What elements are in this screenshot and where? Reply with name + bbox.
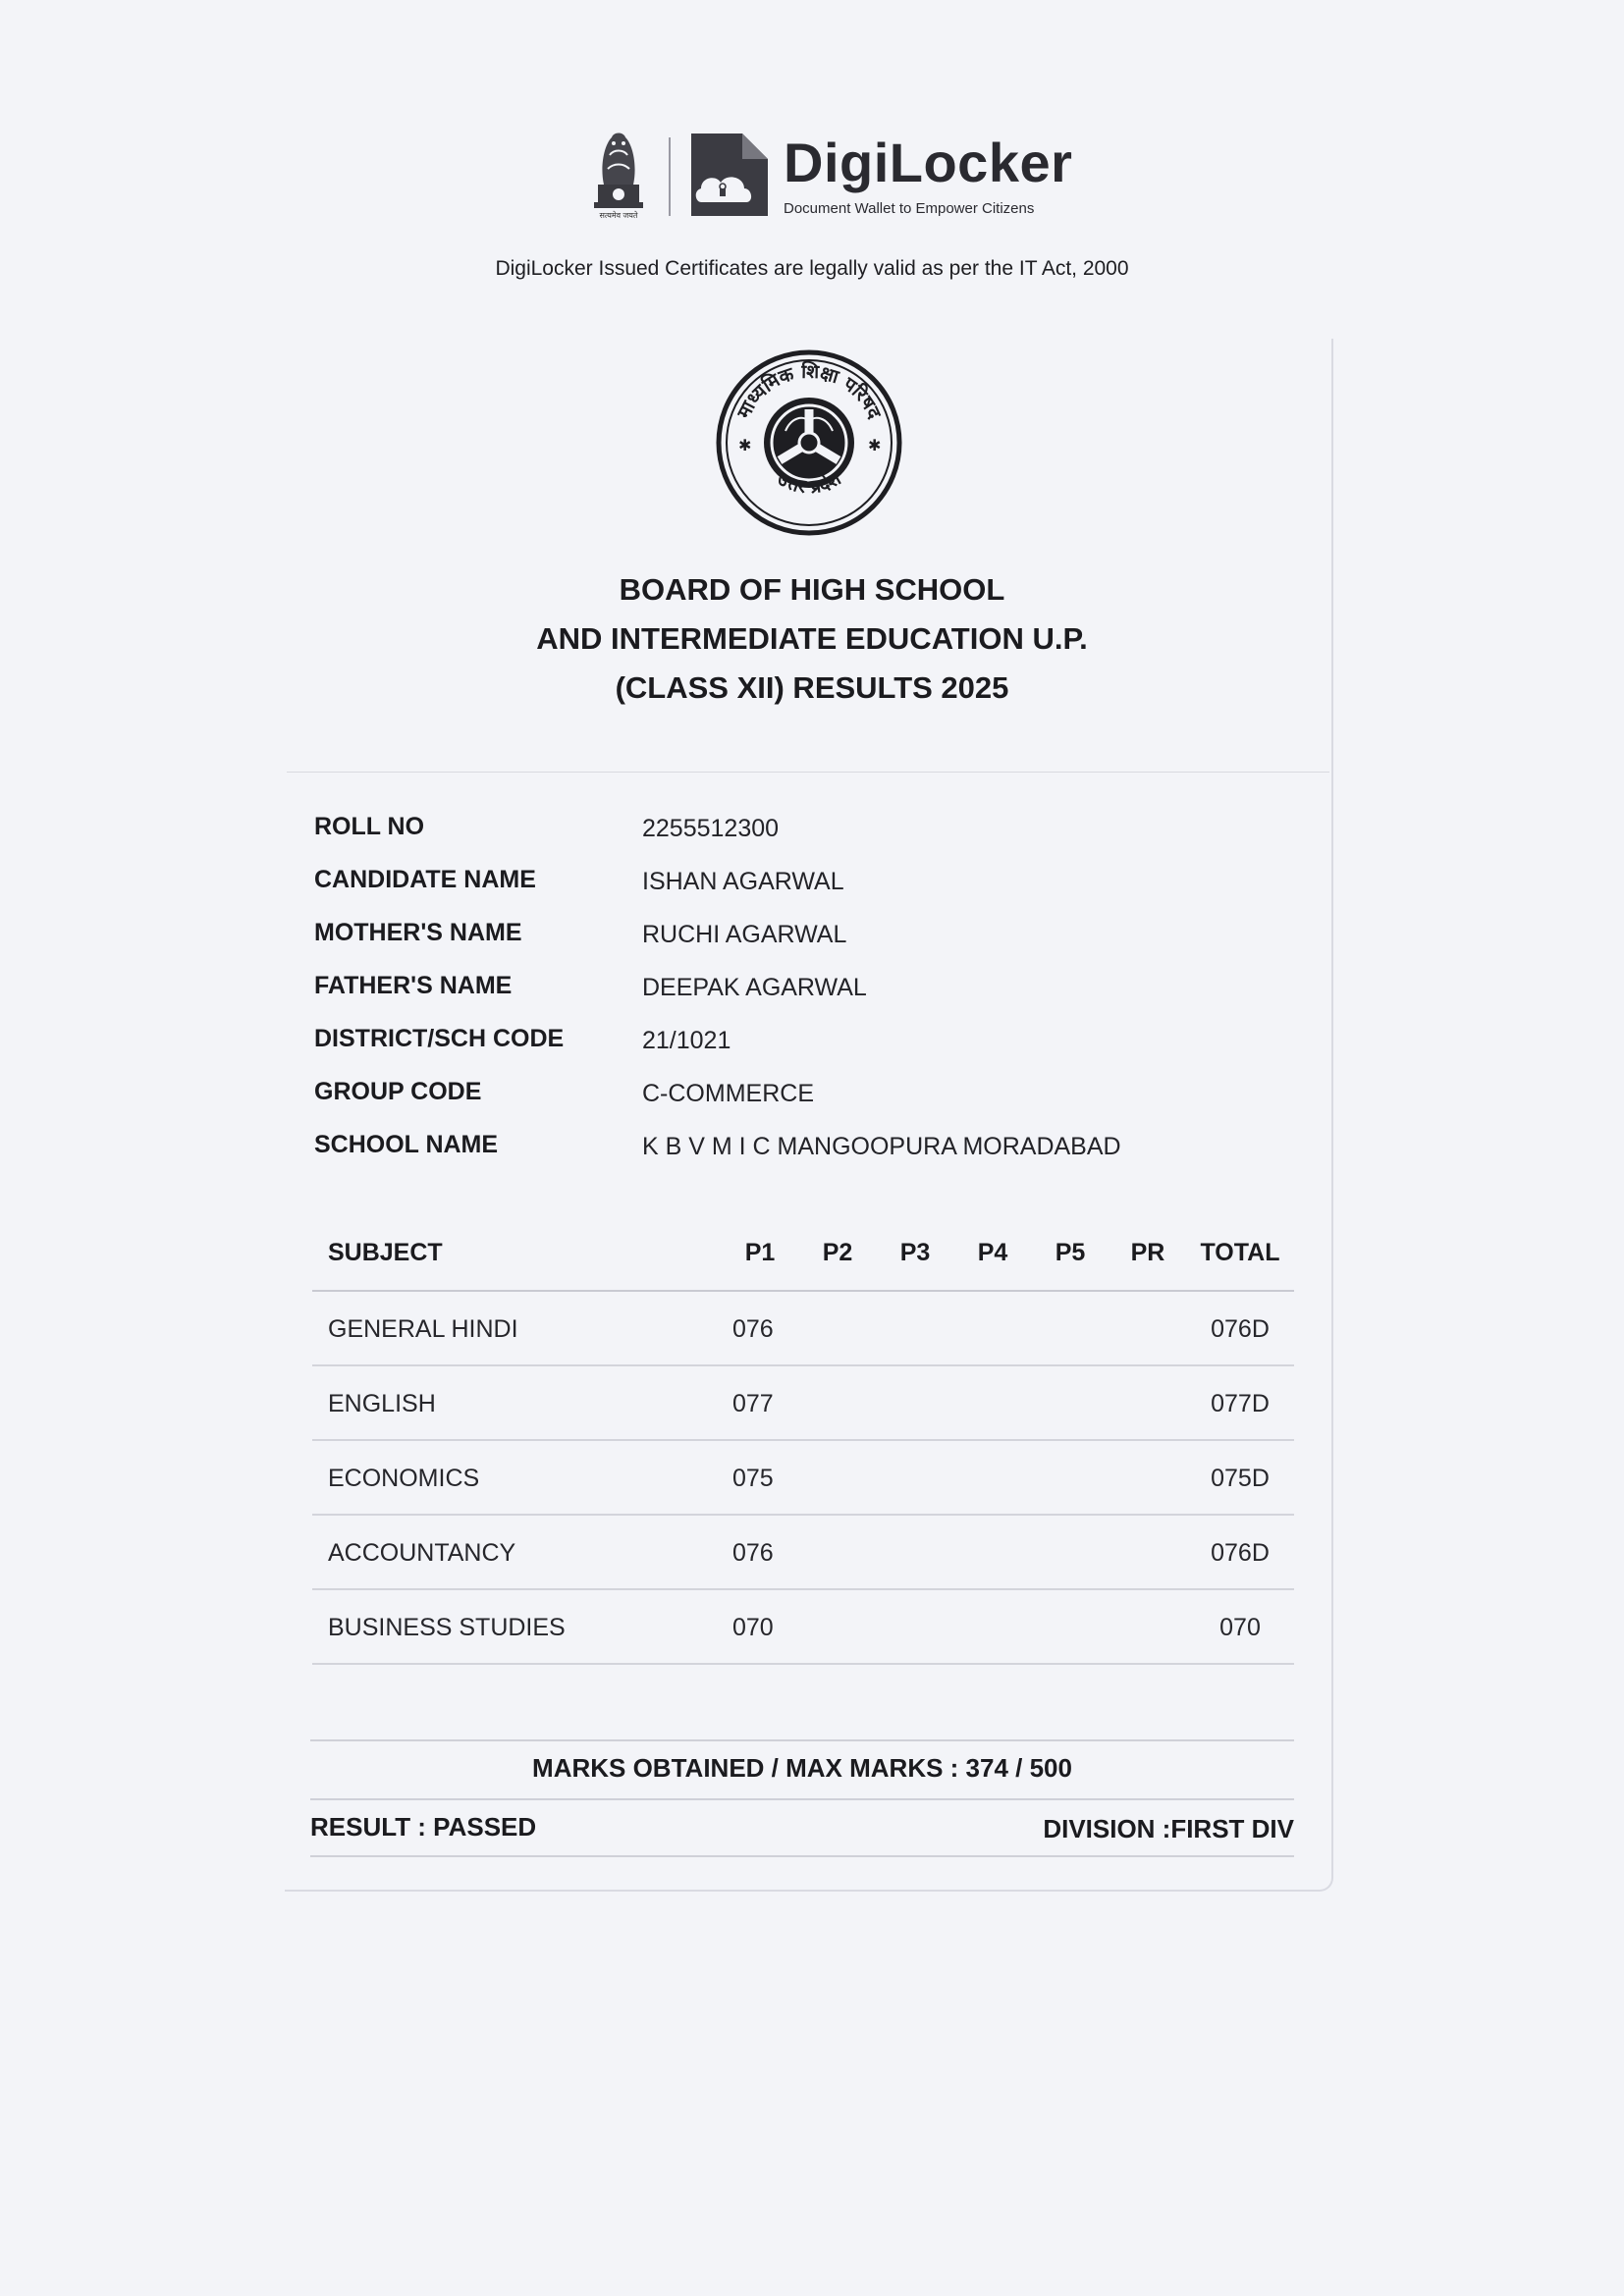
header-pr: PR bbox=[1130, 1239, 1165, 1266]
detail-value: ISHAN AGARWAL bbox=[642, 868, 844, 895]
detail-value: DEEPAK AGARWAL bbox=[642, 974, 867, 1001]
subject-cell: ENGLISH bbox=[328, 1390, 436, 1417]
detail-row-candidate-name bbox=[314, 866, 1198, 919]
detail-value: RUCHI AGARWAL bbox=[642, 921, 847, 948]
total-cell: 075D bbox=[1211, 1465, 1270, 1492]
emblem-caption: सत्यमेव जयते bbox=[599, 211, 638, 220]
table-row bbox=[312, 1366, 1294, 1441]
marks-obtained-summary: MARKS OBTAINED / MAX MARKS : 374 / 500 bbox=[532, 1753, 1072, 1783]
header-p1: P1 bbox=[744, 1239, 776, 1266]
board-title-line1: BOARD OF HIGH SCHOOL bbox=[619, 572, 1005, 607]
detail-value: 21/1021 bbox=[642, 1027, 731, 1054]
detail-row-group-code bbox=[314, 1078, 1198, 1131]
seal-top-text: माध्यमिक शिक्षा परिषद bbox=[732, 360, 886, 422]
header-subject: SUBJECT bbox=[328, 1239, 443, 1266]
detail-row-district-school-code bbox=[314, 1025, 1198, 1078]
detail-label: SCHOOL NAME bbox=[314, 1131, 499, 1158]
board-title-line2: AND INTERMEDIATE EDUCATION U.P. bbox=[536, 621, 1088, 656]
detail-value: C-COMMERCE bbox=[642, 1080, 814, 1107]
detail-row-school-name bbox=[314, 1131, 1198, 1184]
upmsp-seal-icon bbox=[715, 348, 903, 537]
p1-cell: 077 bbox=[732, 1390, 774, 1417]
summary-divider-top bbox=[310, 1739, 1294, 1741]
seal-bottom-text: उत्तर प्रदेश bbox=[773, 467, 845, 499]
total-cell: 070 bbox=[1219, 1614, 1261, 1641]
header-p4: P4 bbox=[977, 1239, 1008, 1266]
results-title: (CLASS XII) RESULTS 2025 bbox=[615, 670, 1009, 705]
table-row bbox=[312, 1516, 1294, 1590]
subject-cell: BUSINESS STUDIES bbox=[328, 1614, 566, 1641]
detail-label: MOTHER'S NAME bbox=[314, 919, 522, 946]
detail-label: GROUP CODE bbox=[314, 1078, 482, 1105]
detail-label: DISTRICT/SCH CODE bbox=[314, 1025, 565, 1052]
brand-divider bbox=[669, 137, 671, 216]
digilocker-document-icon bbox=[687, 130, 772, 220]
summary-divider-bottom bbox=[310, 1855, 1294, 1857]
detail-label: FATHER'S NAME bbox=[314, 972, 513, 999]
digilocker-header bbox=[584, 116, 1073, 229]
table-row bbox=[312, 1292, 1294, 1366]
total-cell: 077D bbox=[1211, 1390, 1270, 1417]
p1-cell: 070 bbox=[732, 1614, 774, 1641]
summary-divider-middle bbox=[310, 1798, 1294, 1800]
digilocker-wordmark: DigiLocker bbox=[784, 132, 1073, 193]
result-status: RESULT : PASSED bbox=[310, 1812, 537, 1842]
table-row bbox=[312, 1590, 1294, 1665]
subject-cell: ECONOMICS bbox=[328, 1465, 480, 1492]
header-p5: P5 bbox=[1055, 1239, 1086, 1266]
title-divider bbox=[287, 772, 1329, 773]
candidate-details bbox=[314, 813, 1198, 1184]
marks-table bbox=[312, 1227, 1294, 1665]
subject-cell: ACCOUNTANCY bbox=[328, 1539, 516, 1567]
svg-text:✱: ✱ bbox=[738, 438, 752, 454]
detail-row-roll-no bbox=[314, 813, 1198, 866]
marks-table-header bbox=[312, 1227, 1294, 1292]
legal-validity-note: DigiLocker Issued Certificates are legally valid as per the IT Act, 2000 bbox=[495, 257, 1129, 280]
detail-label: CANDIDATE NAME bbox=[314, 866, 536, 893]
detail-row-fathers-name bbox=[314, 972, 1198, 1025]
division-status: DIVISION :FIRST DIV bbox=[1043, 1814, 1294, 1843]
header-total: TOTAL bbox=[1200, 1239, 1280, 1266]
header-p3: P3 bbox=[899, 1239, 931, 1266]
total-cell: 076D bbox=[1211, 1315, 1270, 1343]
svg-text:✱: ✱ bbox=[868, 438, 882, 454]
p1-cell: 076 bbox=[732, 1539, 774, 1567]
detail-row-mothers-name bbox=[314, 919, 1198, 972]
digilocker-tagline: Document Wallet to Empower Citizens bbox=[784, 200, 1035, 217]
detail-value: 2255512300 bbox=[642, 815, 780, 842]
header-p2: P2 bbox=[822, 1239, 853, 1266]
table-row bbox=[312, 1441, 1294, 1516]
p1-cell: 076 bbox=[732, 1315, 774, 1343]
total-cell: 076D bbox=[1211, 1539, 1270, 1567]
p1-cell: 075 bbox=[732, 1465, 774, 1492]
subject-cell: GENERAL HINDI bbox=[328, 1315, 518, 1343]
detail-value: K B V M I C MANGOOPURA MORADABAD bbox=[642, 1133, 1121, 1160]
detail-label: ROLL NO bbox=[314, 813, 425, 840]
